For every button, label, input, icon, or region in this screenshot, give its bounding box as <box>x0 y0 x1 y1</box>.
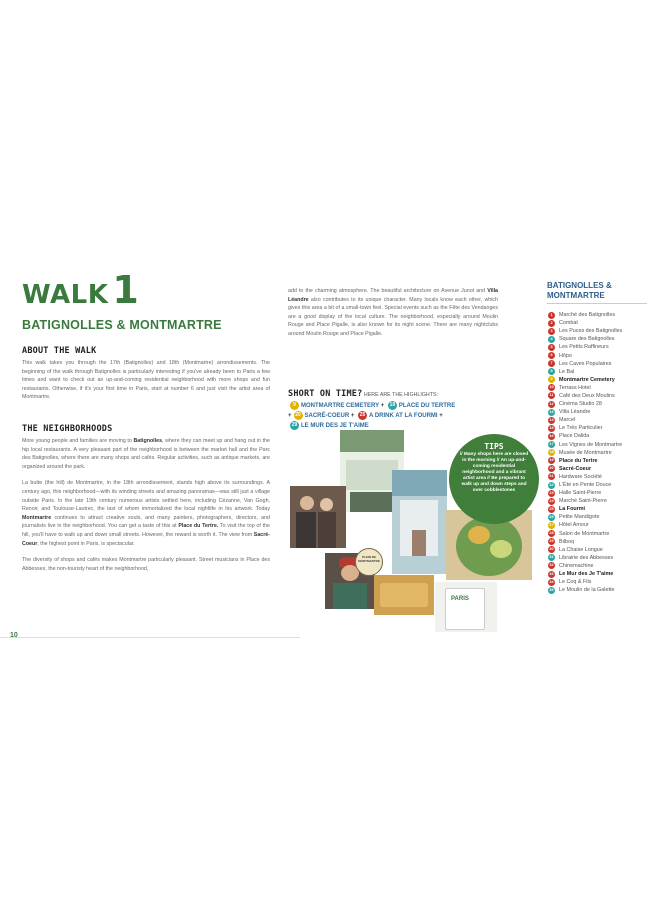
stop-number-badge: 25 <box>549 506 554 511</box>
stop-label: Hôtel Amour <box>559 522 589 529</box>
photo-couple <box>290 486 346 548</box>
tips-badge <box>449 434 539 524</box>
neighborhoods-paragraph-2: La butte (the hill) de Montmartre, in the 18th arrondissement, stands high above its surroundings. A century ago, this neighborhood—with its winding streets and amazing panoramas—was still just a village outside Paris. In the late 19th century numerous artists settled here, including Cézanne, Van Gogh, Renoir, and Toulouse-Lautrec, the last of whom immortalized the local nightlife in his artwork. Today Montmartre continues to attract creative souls, and many painters, photographers, directors, and journalists live in the neighborhood. You can get a taste of this at Place du Tertre. To visit the top of the hill, you'll have to walk up and down small streets. However, the reward is worth it. The view from Sacré-Coeur, the highest point in Paris, is spectacular. <box>22 480 270 547</box>
stop-label: La Chaise Longue <box>559 546 603 553</box>
stop-item <box>548 360 622 368</box>
stop-number-badge: 16 <box>549 433 554 438</box>
stop-item <box>548 546 622 554</box>
walk-subtitle: BATIGNOLLES & MONTMARTRE <box>22 318 222 332</box>
stop-label: Combat <box>559 320 578 327</box>
stop-item <box>548 343 622 351</box>
stop-label: Hardware Société <box>559 473 602 480</box>
page-number: 10 <box>10 632 18 639</box>
walk-word: WALK <box>22 280 109 310</box>
marker-19: 19 <box>389 402 396 408</box>
stop-label: La Fourmi <box>559 506 586 513</box>
stop-item <box>548 473 622 481</box>
marker-20: 20 <box>295 412 301 418</box>
stop-item <box>548 416 622 424</box>
stop-item <box>548 432 622 440</box>
stop-item <box>548 441 622 449</box>
stops-list <box>548 311 622 594</box>
stop-item <box>548 521 622 529</box>
stop-item <box>548 513 622 521</box>
stop-item <box>548 400 622 408</box>
photo-mug: PARIS <box>435 582 497 632</box>
stop-number-badge: 18 <box>549 450 554 455</box>
stop-label: Les Petits Raffineurs <box>559 344 609 351</box>
stop-label: Marché des Batignolles <box>559 312 616 319</box>
stop-number-badge: 30 <box>549 547 554 552</box>
tips-title: TIPS <box>484 442 504 451</box>
stop-number-badge: 22 <box>549 482 554 487</box>
stop-number-badge: 19 <box>549 458 554 463</box>
stop-label: Cinéma Studio 28 <box>559 401 602 408</box>
stop-label: Le Très Particulier <box>559 425 603 432</box>
stop-item <box>548 408 622 416</box>
photo-jar-label: PLEIN DE MONTMARTRE <box>355 548 383 576</box>
stop-item <box>548 449 622 457</box>
stop-number-badge: 14 <box>549 417 554 422</box>
stop-number-badge: 27 <box>549 522 554 527</box>
stop-item <box>548 335 622 343</box>
stop-label: Café des Deux Moulins <box>559 392 615 399</box>
stop-label: Montmartre Cemetery <box>559 376 615 383</box>
about-text: This walk takes you through the 17th (Batignolles) and 18th (Montmartre) arrondissements. The beginning of the walk through Batignolles is particularly interesting if you've already been to Paris a few times and want to check out an up-and-coming residential neighborhood with more shops and fun restaurants. Otherwise, if it's your first time in Paris, start at number 6 and just visit the artist area of Montmartre. <box>22 360 270 401</box>
stop-number-badge: 35 <box>549 587 554 592</box>
stop-label: Chinemachine <box>559 562 594 569</box>
stop-item <box>548 457 622 465</box>
stop-label: Le Bal <box>559 368 575 375</box>
stop-number-badge: 9 <box>548 376 555 383</box>
photo-pastry <box>374 575 434 615</box>
continued-paragraph: add to the charming atmosphere. The beautiful architecture on Avenue Junot and Villa Léandre also contributes to its unique character. Many locals know each other, which gives this area a bit of a small-town feel. Special events such as the Fête des Vendanges are a good display of the local culture. The neighborhood, especially around Moulin Rouge and Place Pigalle, is also known for its night scene. There are many nightclubs around Moulin Rouge and Place Pigalle. <box>288 288 498 337</box>
stop-number-badge: 34 <box>549 579 554 584</box>
neighborhoods-heading: THE NEIGHBORHOODS <box>22 424 113 434</box>
stop-item <box>548 319 622 327</box>
stop-label: Villa Léandre <box>559 409 591 416</box>
neighborhoods-paragraph-3: The diversity of shops and cafés makes Montmartre particularly pleasant. Street musicians in Place des Abbesses, the non-touristy heart of the neighborhood, <box>22 557 270 572</box>
stop-number-badge: 7 <box>548 360 555 367</box>
short-on-time-heading: SHORT ON TIME? HERE ARE THE HIGHLIGHTS: <box>288 389 438 399</box>
stop-number-badge: 20 <box>549 466 554 471</box>
stop-label: Bilboq <box>559 538 574 545</box>
page-divider <box>0 637 300 638</box>
stop-number-badge: 15 <box>549 425 554 430</box>
sidebar-divider <box>547 303 647 304</box>
stop-number-badge: 8 <box>548 368 555 375</box>
stop-number-badge: 33 <box>549 571 554 576</box>
stop-label: Salon de Montmartre <box>559 530 610 537</box>
stop-label: Place du Tertre <box>559 457 598 464</box>
stop-label: Place Dalida <box>559 433 590 440</box>
walk-number: 1 <box>112 268 140 312</box>
stop-label: Les Caves Populaires <box>559 360 612 367</box>
stop-item <box>548 465 622 473</box>
stop-label: Les Puces des Batignolles <box>559 328 623 335</box>
marker-25: 25 <box>359 412 366 418</box>
neighborhoods-paragraph-1: More young people and families are moving to Batignolles, where they can meet up and hang out in the hip local restaurants. A very pleasant part of the neighborhood is between the market hall and the Parc des Batignolles, where there are many shops and cafés. Regular activities, such as antique markets, are organized around the park. <box>22 438 271 470</box>
highlights-row-1: 9 MONTMARTRE CEMETERY + 19 PLACE DU TERTRE <box>288 401 528 411</box>
continued-text <box>288 287 498 339</box>
neighborhoods-section <box>22 424 270 573</box>
stop-item <box>548 392 622 400</box>
stop-item <box>548 311 622 319</box>
highlights-row-3: 29 LE MUR DES JE T'AIME <box>291 422 369 430</box>
stop-item <box>548 530 622 538</box>
stop-number-badge: 32 <box>549 563 554 568</box>
stop-item <box>548 384 622 392</box>
highlights-row-2: + 20 SACRÉ-COEUR + 25 A DRINK AT LA FOURMI + <box>288 412 443 420</box>
stop-label: Square des Batignolles <box>559 336 615 343</box>
stop-number-badge: 28 <box>549 531 554 536</box>
stop-number-badge: 29 <box>549 539 554 544</box>
stop-label: L'Été en Pente Douce <box>559 482 612 489</box>
short-on-time-box <box>288 383 528 431</box>
stop-label: Terrass Hotel <box>559 384 591 391</box>
stop-item <box>548 489 622 497</box>
stop-label: Hôpo <box>559 352 572 359</box>
stop-label: Sacré-Coeur <box>559 465 592 472</box>
sidebar-title: BATIGNOLLES & MONTMARTRE <box>547 281 612 300</box>
stop-number-badge: 13 <box>549 409 554 414</box>
stop-label: Marché Saint-Pierre <box>559 498 607 505</box>
stop-item <box>548 376 622 384</box>
stop-item <box>548 351 622 359</box>
stop-number-badge: 10 <box>549 385 554 390</box>
stop-label: Librairie des Abbesses <box>559 554 614 561</box>
stop-number-badge: 21 <box>549 474 554 479</box>
stop-label: Les Vignes de Montmartre <box>559 441 623 448</box>
stop-item <box>548 424 622 432</box>
stop-item <box>548 497 622 505</box>
marker-29: 29 <box>291 422 298 428</box>
stop-number-badge: 2 <box>548 320 555 327</box>
stop-number-badge: 4 <box>548 336 555 343</box>
stop-number-badge: 17 <box>549 442 554 447</box>
stop-item <box>548 327 622 335</box>
stop-item <box>548 505 622 513</box>
stop-item <box>548 570 622 578</box>
stop-label: Le Coq & Fils <box>559 579 592 586</box>
stop-number-badge: 12 <box>549 401 554 406</box>
about-heading: ABOUT THE WALK <box>22 346 97 356</box>
stop-label: Halle Saint-Pierre <box>559 490 602 497</box>
stop-number-badge: 5 <box>548 344 555 351</box>
stop-label: Petite Mandigote <box>559 514 600 521</box>
stop-number-badge: 6 <box>548 352 555 359</box>
stop-item <box>548 538 622 546</box>
stop-label: Le Mur des Je T'aime <box>559 571 614 578</box>
photo-shop-front <box>392 470 447 574</box>
stop-number-badge: 24 <box>549 498 554 503</box>
stop-number-badge: 23 <box>549 490 554 495</box>
about-section <box>22 346 270 402</box>
stop-label: Le Moulin de la Galette <box>559 587 615 594</box>
stop-number-badge: 26 <box>549 514 554 519</box>
stop-item <box>548 554 622 562</box>
stop-item <box>548 368 622 376</box>
stop-item <box>548 481 622 489</box>
marker-9: 9 <box>290 401 299 410</box>
tips-text: // Many shops here are closed in the morning // An up-and-coming residential neighborhood and a vibrant artist area // Be prepared to walk up and down steps and over cobblestones <box>459 452 529 493</box>
stop-label: Musée de Montmartre <box>559 449 612 456</box>
stop-item <box>548 578 622 586</box>
stop-number-badge: 11 <box>549 393 554 398</box>
stop-item <box>548 562 622 570</box>
stop-item <box>548 586 622 594</box>
stop-number-badge: 1 <box>548 312 555 319</box>
stop-number-badge: 3 <box>548 328 555 335</box>
walk-heading <box>22 268 139 312</box>
stop-label: Marcel <box>559 417 576 424</box>
stop-number-badge: 31 <box>549 555 554 560</box>
